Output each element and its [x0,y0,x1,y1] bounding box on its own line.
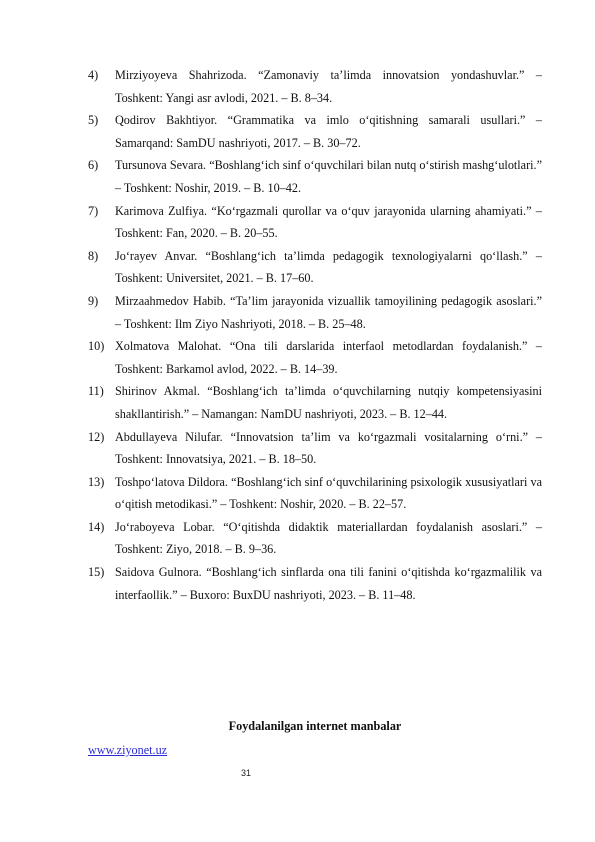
reference-text: Abdullayeva Nilufar. “Innovatsion ta’lim va ko‘rgazmali vositalarning o‘rni.” – Toshkent: Innovatsiya, 2021. – B. 18–50. [115,429,542,467]
reference-text: Saidova Gulnora. “Boshlang‘ich sinflarda ona tili fanini o‘qitishda ko‘rgazmalilik va interfaollik.” – Buxoro: BuxDU nashriyoti, 2023. – B. 11–48. [115,565,542,602]
reference-item [88,154,542,199]
reference-number: 10) [88,339,105,354]
reference-number: 14) [88,519,105,534]
reference-number: 11) [88,384,104,399]
reference-text: Xolmatova Malohat. “Ona tili darslarida interfaol metodlardan foydalanish.” – Toshkent: Barkamol avlod, 2022. – B. 14–39. [115,339,542,376]
page-number: 31 [241,768,252,778]
reference-text: Mirzaahmedov Habib. “Ta’lim jarayonida vizuallik tamoyilining pedagogik asoslari.” – Toshkent: Ilm Ziyo Nashriyoti, 2018. – B. 25–48. [115,293,542,331]
reference-text: Jo‘raboyeva Lobar. “O‘qitishda didaktik materiallardan foydalanish asoslari.” – Toshkent: Ziyo, 2018. – B. 9–36. [115,519,542,557]
reference-text: Mirziyoyeva Shahrizoda. “Zamonaviy ta’limda innovatsion yondashuvlar.” – Toshkent: Yangi asr avlodi, 2021. – B. 8–34. [115,68,542,105]
ziyonet-link[interactable]: www.ziyonet.uz [88,743,168,757]
reference-number: 13) [88,474,105,489]
reference-item [88,200,542,245]
reference-text: Toshpo‘latova Dildora. “Boshlang‘ich sinf o‘quvchilarining psixologik xususiyatlari va o‘qitish metodikasi.” – Toshkent: Noshir, 2020. – B. 22–57. [115,474,542,512]
reference-item [88,335,542,380]
reference-item [88,290,542,335]
reference-item [88,426,542,471]
reference-item [88,516,542,561]
reference-item [88,245,542,290]
reference-number: 12) [88,429,105,444]
internet-sources-heading: Foydalanilgan internet manbalar [228,719,402,733]
reference-number: 7) [88,203,99,218]
reference-item [88,380,542,425]
reference-number: 8) [88,248,99,263]
reference-number: 15) [88,565,105,580]
reference-number: 6) [88,158,99,173]
reference-text: Shirinov Akmal. “Boshlang‘ich ta’limda o‘quvchilarning nutqiy kompetensiyasini shakllantirish.” – Namangan: NamDU nashriyoti, 2023. – B. 12–44. [115,384,542,421]
reference-number: 9) [88,293,99,308]
reference-text: Tursunova Sevara. “Boshlang‘ich sinf o‘quvchilari bilan nutq o‘stirish mashg‘ulotlari.” – Toshkent: Noshir, 2019. – B. 10–42. [115,158,542,195]
reference-list [88,64,542,606]
reference-item [88,561,542,606]
reference-text: Qodirov Bakhtiyor. “Grammatika va imlo o‘qitishning samarali usullari.” – Samarqand: SamDU nashriyoti, 2017. – B. 30–72. [115,113,542,150]
reference-text: Jo‘rayev Anvar. “Boshlang‘ich ta’limda pedagogik texnologiyalarni qo‘llash.” – Toshkent: Universitet, 2021. – B. 17–60. [115,248,542,286]
reference-number: 4) [88,68,99,82]
reference-text: Karimova Zulfiya. “Ko‘rgazmali qurollar va o‘quv jarayonida ularning ahamiyati.” – Toshkent: Fan, 2020. – B. 20–55. [115,203,542,241]
reference-item [88,64,542,109]
reference-item [88,471,542,516]
reference-number: 5) [88,113,99,128]
reference-item [88,109,542,154]
